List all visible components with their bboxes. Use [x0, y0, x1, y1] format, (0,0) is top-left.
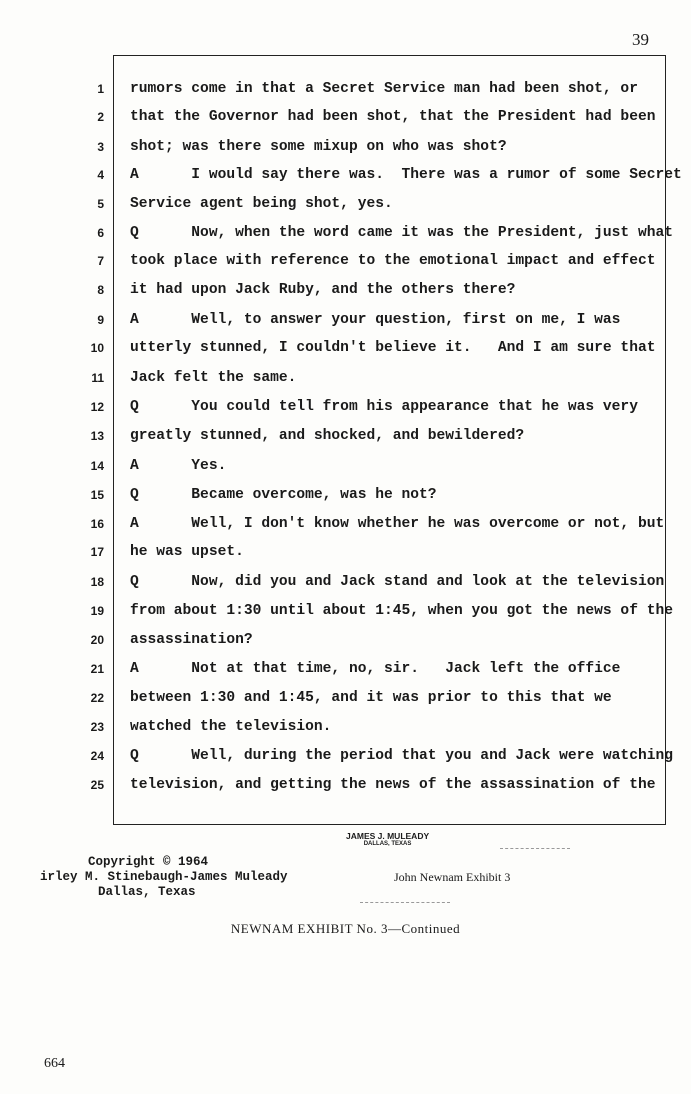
- line-text: Service agent being shot, yes.: [130, 196, 393, 212]
- line-number: 5: [97, 197, 104, 211]
- transcript-box: [90, 55, 682, 825]
- line-text: utterly stunned, I couldn't believe it. And I am sure that: [130, 340, 656, 356]
- line-text: A Well, I don't know whether he was overcome or not, but: [130, 516, 665, 532]
- line-text: greatly stunned, and shocked, and bewildered?: [130, 428, 525, 444]
- line-text: Q Now, when the word came it was the President, just what: [130, 225, 673, 241]
- line-text: A I would say there was. There was a rumor of some Secret: [130, 167, 682, 183]
- line-number: 9: [97, 313, 104, 327]
- page-number: 39: [632, 30, 649, 49]
- line-number: 4: [97, 168, 104, 182]
- line-number: 12: [90, 400, 104, 414]
- line-number: 3: [97, 140, 104, 154]
- line-number: 8: [97, 283, 104, 297]
- transcript-line: [90, 684, 665, 713]
- line-text: Jack felt the same.: [130, 370, 297, 386]
- line-number: 10: [90, 341, 104, 355]
- transcript-line: [97, 219, 673, 248]
- line-number: 20: [90, 633, 104, 647]
- exhibit-caption: NEWNAM EXHIBIT No. 3—Continued: [230, 921, 461, 936]
- line-text: he was upset.: [130, 544, 244, 560]
- reporter-stamp: [346, 831, 429, 847]
- line-number: 11: [91, 371, 104, 385]
- line-text: between 1:30 and 1:45, and it was prior to this that we: [130, 690, 612, 706]
- line-number: 1: [97, 82, 104, 96]
- transcript-line: [90, 568, 665, 597]
- line-text: watched the television.: [130, 719, 332, 735]
- transcript-line: [97, 306, 665, 335]
- transcript-line: [90, 452, 665, 481]
- line-number: 19: [90, 604, 104, 618]
- transcript-line: [91, 364, 665, 393]
- line-text: from about 1:30 until about 1:45, when you got the news of the: [130, 603, 673, 619]
- line-text: Q You could tell from his appearance that he was very: [130, 399, 638, 415]
- transcript-line: [90, 713, 665, 742]
- line-number: 14: [90, 459, 104, 473]
- transcript-line: [90, 538, 665, 567]
- line-number: 16: [90, 517, 104, 531]
- line-text: A Well, to answer your question, first on me, I was: [130, 312, 621, 328]
- line-number: 22: [90, 691, 104, 705]
- transcript-line: [90, 481, 665, 510]
- transcript-line: [97, 247, 665, 276]
- line-text: A Yes.: [130, 458, 227, 474]
- line-number: 13: [90, 429, 104, 443]
- line-text: Q Now, did you and Jack stand and look at the television: [130, 574, 665, 590]
- transcript-line: [97, 103, 665, 132]
- line-text: it had upon Jack Ruby, and the others there?: [130, 282, 516, 298]
- transcript-line: [97, 161, 682, 190]
- copyright-line: Copyright © 1964: [88, 855, 209, 869]
- transcript-line: [90, 510, 665, 539]
- transcript-line: [97, 133, 665, 162]
- transcript-line: [90, 626, 665, 655]
- copyright-line: Dallas, Texas: [98, 885, 196, 899]
- transcript-line: [90, 422, 665, 451]
- transcript-line: [90, 771, 665, 800]
- line-number: 25: [90, 778, 104, 792]
- exhibit-label: John Newnam Exhibit 3: [394, 870, 511, 884]
- line-number: 7: [97, 254, 104, 268]
- line-text: shot; was there some mixup on who was shot?: [130, 139, 507, 155]
- copyright-block: [40, 855, 288, 900]
- footer-page-number: 664: [44, 1056, 65, 1071]
- line-number: 23: [90, 720, 104, 734]
- transcript-line: [90, 334, 665, 363]
- transcript-line: [90, 742, 673, 771]
- line-number: 2: [97, 110, 104, 124]
- line-number: 18: [90, 575, 104, 589]
- line-number: 15: [90, 488, 104, 502]
- line-text: Q Became overcome, was he not?: [130, 487, 437, 503]
- copyright-line: irley M. Stinebaugh-James Muleady: [40, 870, 288, 884]
- reporter-name: JAMES J. MULEADY: [346, 831, 430, 841]
- line-text: Q Well, during the period that you and Jack were watching: [130, 748, 673, 764]
- line-text: A Not at that time, no, sir. Jack left the office: [130, 661, 621, 677]
- line-number: 21: [90, 662, 104, 676]
- line-number: 6: [97, 226, 104, 240]
- transcript-line: [90, 597, 673, 626]
- line-text: television, and getting the news of the assassination of the: [130, 777, 656, 793]
- line-text: took place with reference to the emotional impact and effect: [130, 253, 656, 269]
- transcript-line: [97, 276, 665, 305]
- transcript-line: [90, 655, 665, 684]
- transcript-line: [97, 190, 665, 219]
- line-text: assassination?: [130, 632, 253, 648]
- line-text: that the Governor had been shot, that the President had been: [130, 109, 656, 125]
- line-number: 24: [90, 749, 104, 763]
- divider: [500, 848, 570, 849]
- divider: [360, 902, 450, 903]
- line-number: 17: [90, 545, 104, 559]
- reporter-city: DALLAS, TEXAS: [363, 841, 412, 847]
- transcript-line: [90, 393, 665, 422]
- transcript-line: [97, 75, 665, 104]
- line-text: rumors come in that a Secret Service man had been shot, or: [130, 81, 638, 97]
